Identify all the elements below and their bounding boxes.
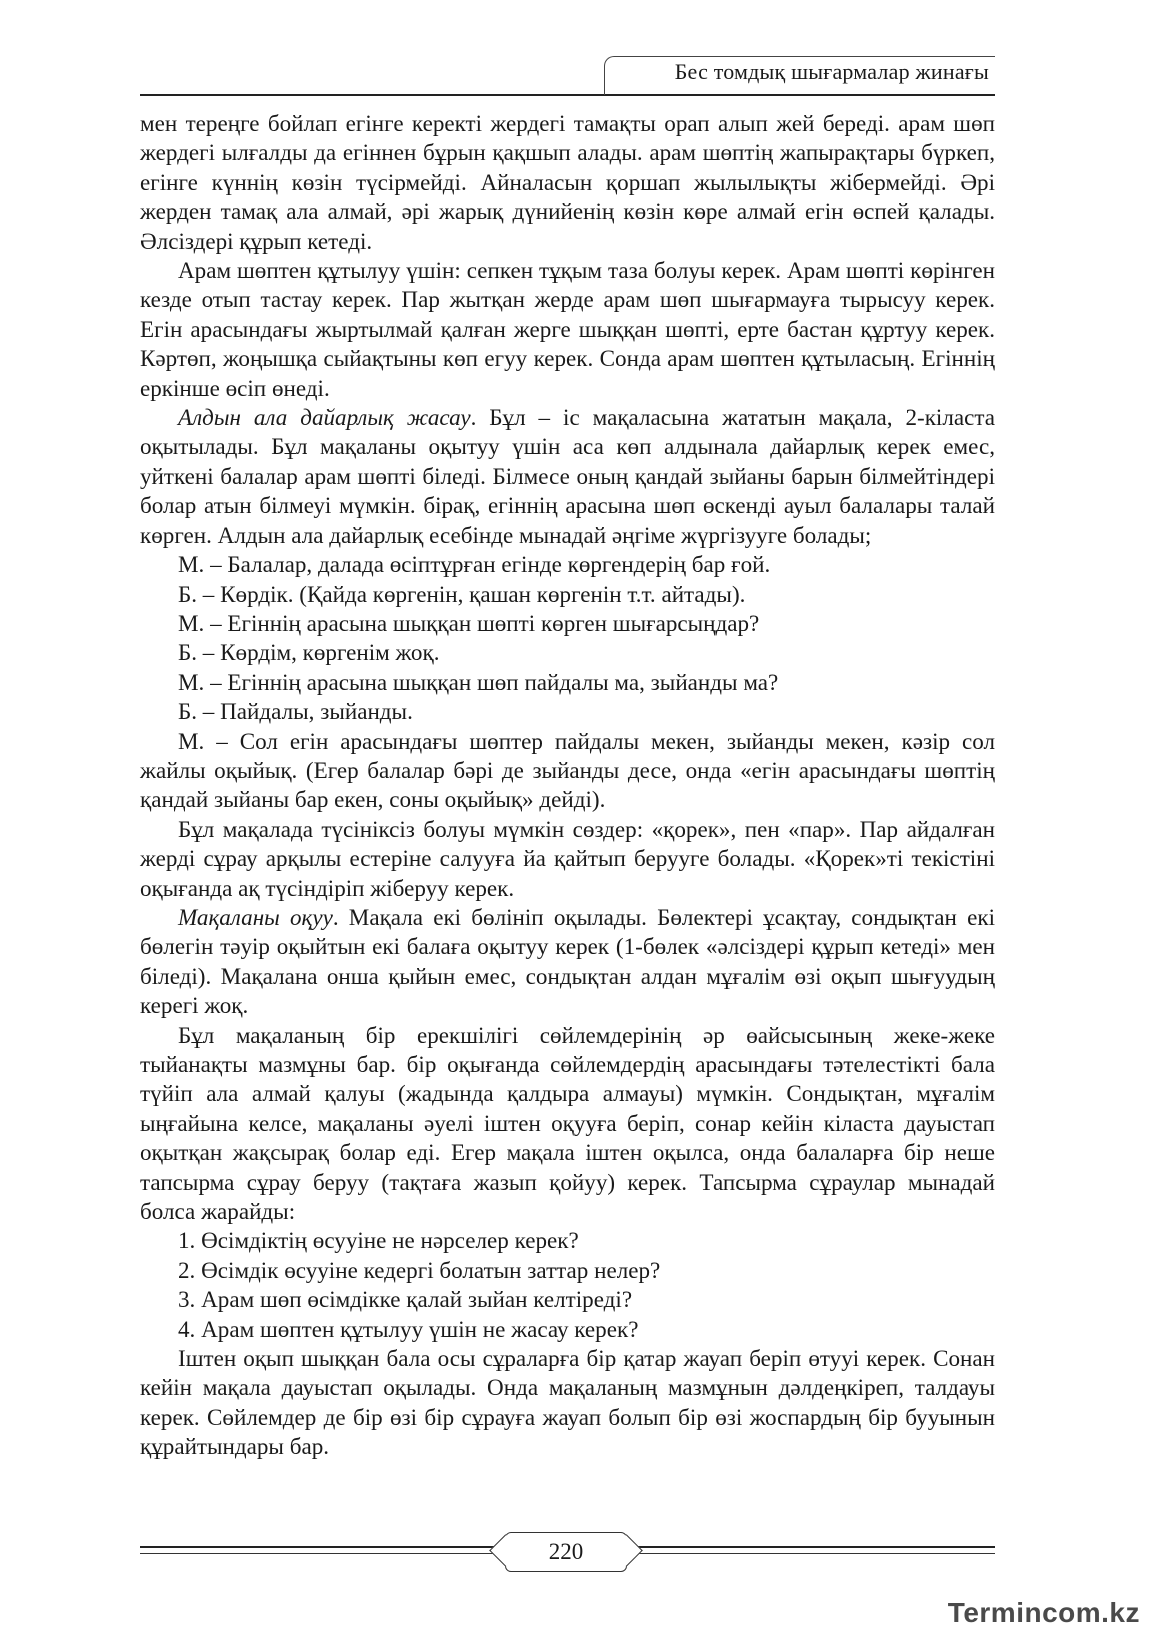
paragraph: Бұл мақалада түсініксіз болуы мүмкін сөздер: «қорек», пен «пар». Пар айдалған жерді сұрау арқылы естеріне салууға йа қайтып берууге болады. «Қорек»ті текістіні оқығанда ақ түсіндіріп жіберуу керек. — [140, 815, 995, 901]
dialogue-line: М. – Егіннің арасына шыққан шөп пайдалы ма, зыйанды ма? — [178, 668, 779, 695]
question-item: 2. Өсімдік өсууіне кедергі болатын заттар нелер? — [178, 1256, 661, 1283]
paragraph — [140, 403, 995, 550]
question-item: 3. Арам шөп өсімдікке қалай зыйан келтіреді? — [178, 1286, 633, 1313]
dialogue-line: М. – Сол егін арасындағы шөптер пайдалы мекен, зыйанды мекен, кәзір сол жайлы оқыйық. (Егер балалар бәрі де зыйанды десе, онда «егін арасындағы шөптің қандай зыйаны бар екен, соны оқыйық» дейді). — [140, 727, 995, 813]
dialogue-line: Б. – Көрдік. (Қайда көргенін, қашан көргенін т.т. айтады). — [178, 580, 746, 607]
page-footer — [140, 1532, 995, 1572]
watermark-logo: Termincom.kz — [947, 1597, 1140, 1628]
book-title: Бес томдық шығармалар жинағы — [674, 59, 989, 84]
paragraph-text: . Бұл – іс мақаласына жататын мақала, 2-кіласта оқытылады. Бұл мақаланы оқытуу үшін аса көп алдынала дайарлық керек емес, уйткені балалар арам шөпті біледі. Білмесе оның қандай зыйаны барын білмейтіндері болар атын білмеуі мүмкін. бірақ, егіннің арасына шөп өскенді ауыл балалары талай көрген. Алдын ала дайарлық есебінде мынадай әңгіме жүргізууге болады; — [140, 404, 995, 548]
question-item: 4. Арам шөптен құтылуу үшін не жасау керек? — [178, 1315, 639, 1342]
dialogue-line: Б. – Пайдалы, зыйанды. — [178, 698, 413, 725]
footer-rule-right — [630, 1546, 995, 1548]
paragraph: Арам шөптен құтылуу үшін: сепкен тұқым таза болуы керек. Арам шөпті көрінген кезде отып тастау керек. Пар жытқан жерде арам шөп шығармауға тырысуу керек. Егін арасындағы жыртылмай қалған жерге шыққан шөпті, ерте бастан құртуу керек. Кәртөп, жоңышқа сыйақтыны көп егуу керек. Сонда арам шөптен құтыласың. Егіннің еркінше өсіп өнеді. — [140, 257, 995, 401]
footer-rule-right-thin — [630, 1553, 995, 1554]
running-header — [140, 52, 995, 96]
dialogue-line: М. – Балалар, далада өсіптұрған егінде көргендерің бар ғой. — [178, 551, 771, 578]
page-number: 220 — [548, 1539, 584, 1564]
question-item: 1. Өсімдіктің өсууіне не нәрселер керек? — [178, 1227, 579, 1254]
section-lead: Алдын ала дайарлық жасау — [178, 404, 471, 431]
paragraph: Бұл мақаланың бір ерекшілігі сөйлемдерінің әр өайсысының жеке-жеке тыйанақты мазмұны бар. бір оқығанда сөйлемдердің арасындағы тәтелестікті бала түйіп ала алмай қалуы (жадында қалдыра алмауы) мүмкін. Сондықтан, мұғалім ыңғайына келсе, мақаланы әуелі іштен оқууға беріп, сонар кейін кіласта дауыстап оқытқан жақсырақ болар еді. Егер мақала іштен оқылса, онда балаларға бір неше тапсырма сұрау беруу (тақтаға жазып қойуу) керек. Тапсырма сұраулар мынадай болса жарайды: — [140, 1021, 995, 1225]
section-lead: Мақаланы оқуу — [178, 903, 333, 930]
paragraph: мен тереңге бойлап егінге керекті жердегі тамақты орап алып жей береді. арам шөп жердегі ылғалды да егіннен бұрын қақшып алады. арам шөптің жапырақтары бүркеп, егінге күннің көзін түсірмейді. Айналасын қоршап жылылықты жібермейді. Әрі жерден тамақ ала алмай, әрі жарық дүнийенің көзін көре алмай егін өспей қалады. Әлсіздері құрып кетеді. — [140, 110, 995, 254]
paragraph-text: . Мақала екі бөлініп оқылады. Бөлектері ұсақтау, сондықтан екі бөлегін тәуір оқыйтын екі балаға оқытуу керек (1-бөлек «әлсіздері құрып кетеді» мен біледі). Мақалана онша қыйын емес, сондықтан алдан мұғалім өзі оқып шығуудың керегі жоқ. — [140, 903, 995, 1019]
footer-rule-left-thin — [140, 1553, 502, 1554]
footer-rule-left — [140, 1546, 502, 1548]
paragraph — [140, 903, 995, 1021]
body-text — [140, 109, 995, 1462]
page-number-frame — [505, 1532, 627, 1572]
dialogue-line: М. – Егіннің арасына шыққан шөпті көрген шығарсыңдар? — [178, 609, 760, 636]
dialogue-line: Б. – Көрдім, көргенім жоқ. — [178, 639, 440, 666]
paragraph: Іштен оқып шыққан бала осы сұраларға бір қатар жауап беріп өтууі керек. Сонан кейін мақала дауыстап оқылады. Онда мақаланың мазмұнын дәлдеңкіреп, талдауы керек. Сөйлемдер де бір өзі бір сұрауға жауап болып бір өзі жоспардың бір бууынын құрайтындары бар. — [140, 1345, 995, 1460]
